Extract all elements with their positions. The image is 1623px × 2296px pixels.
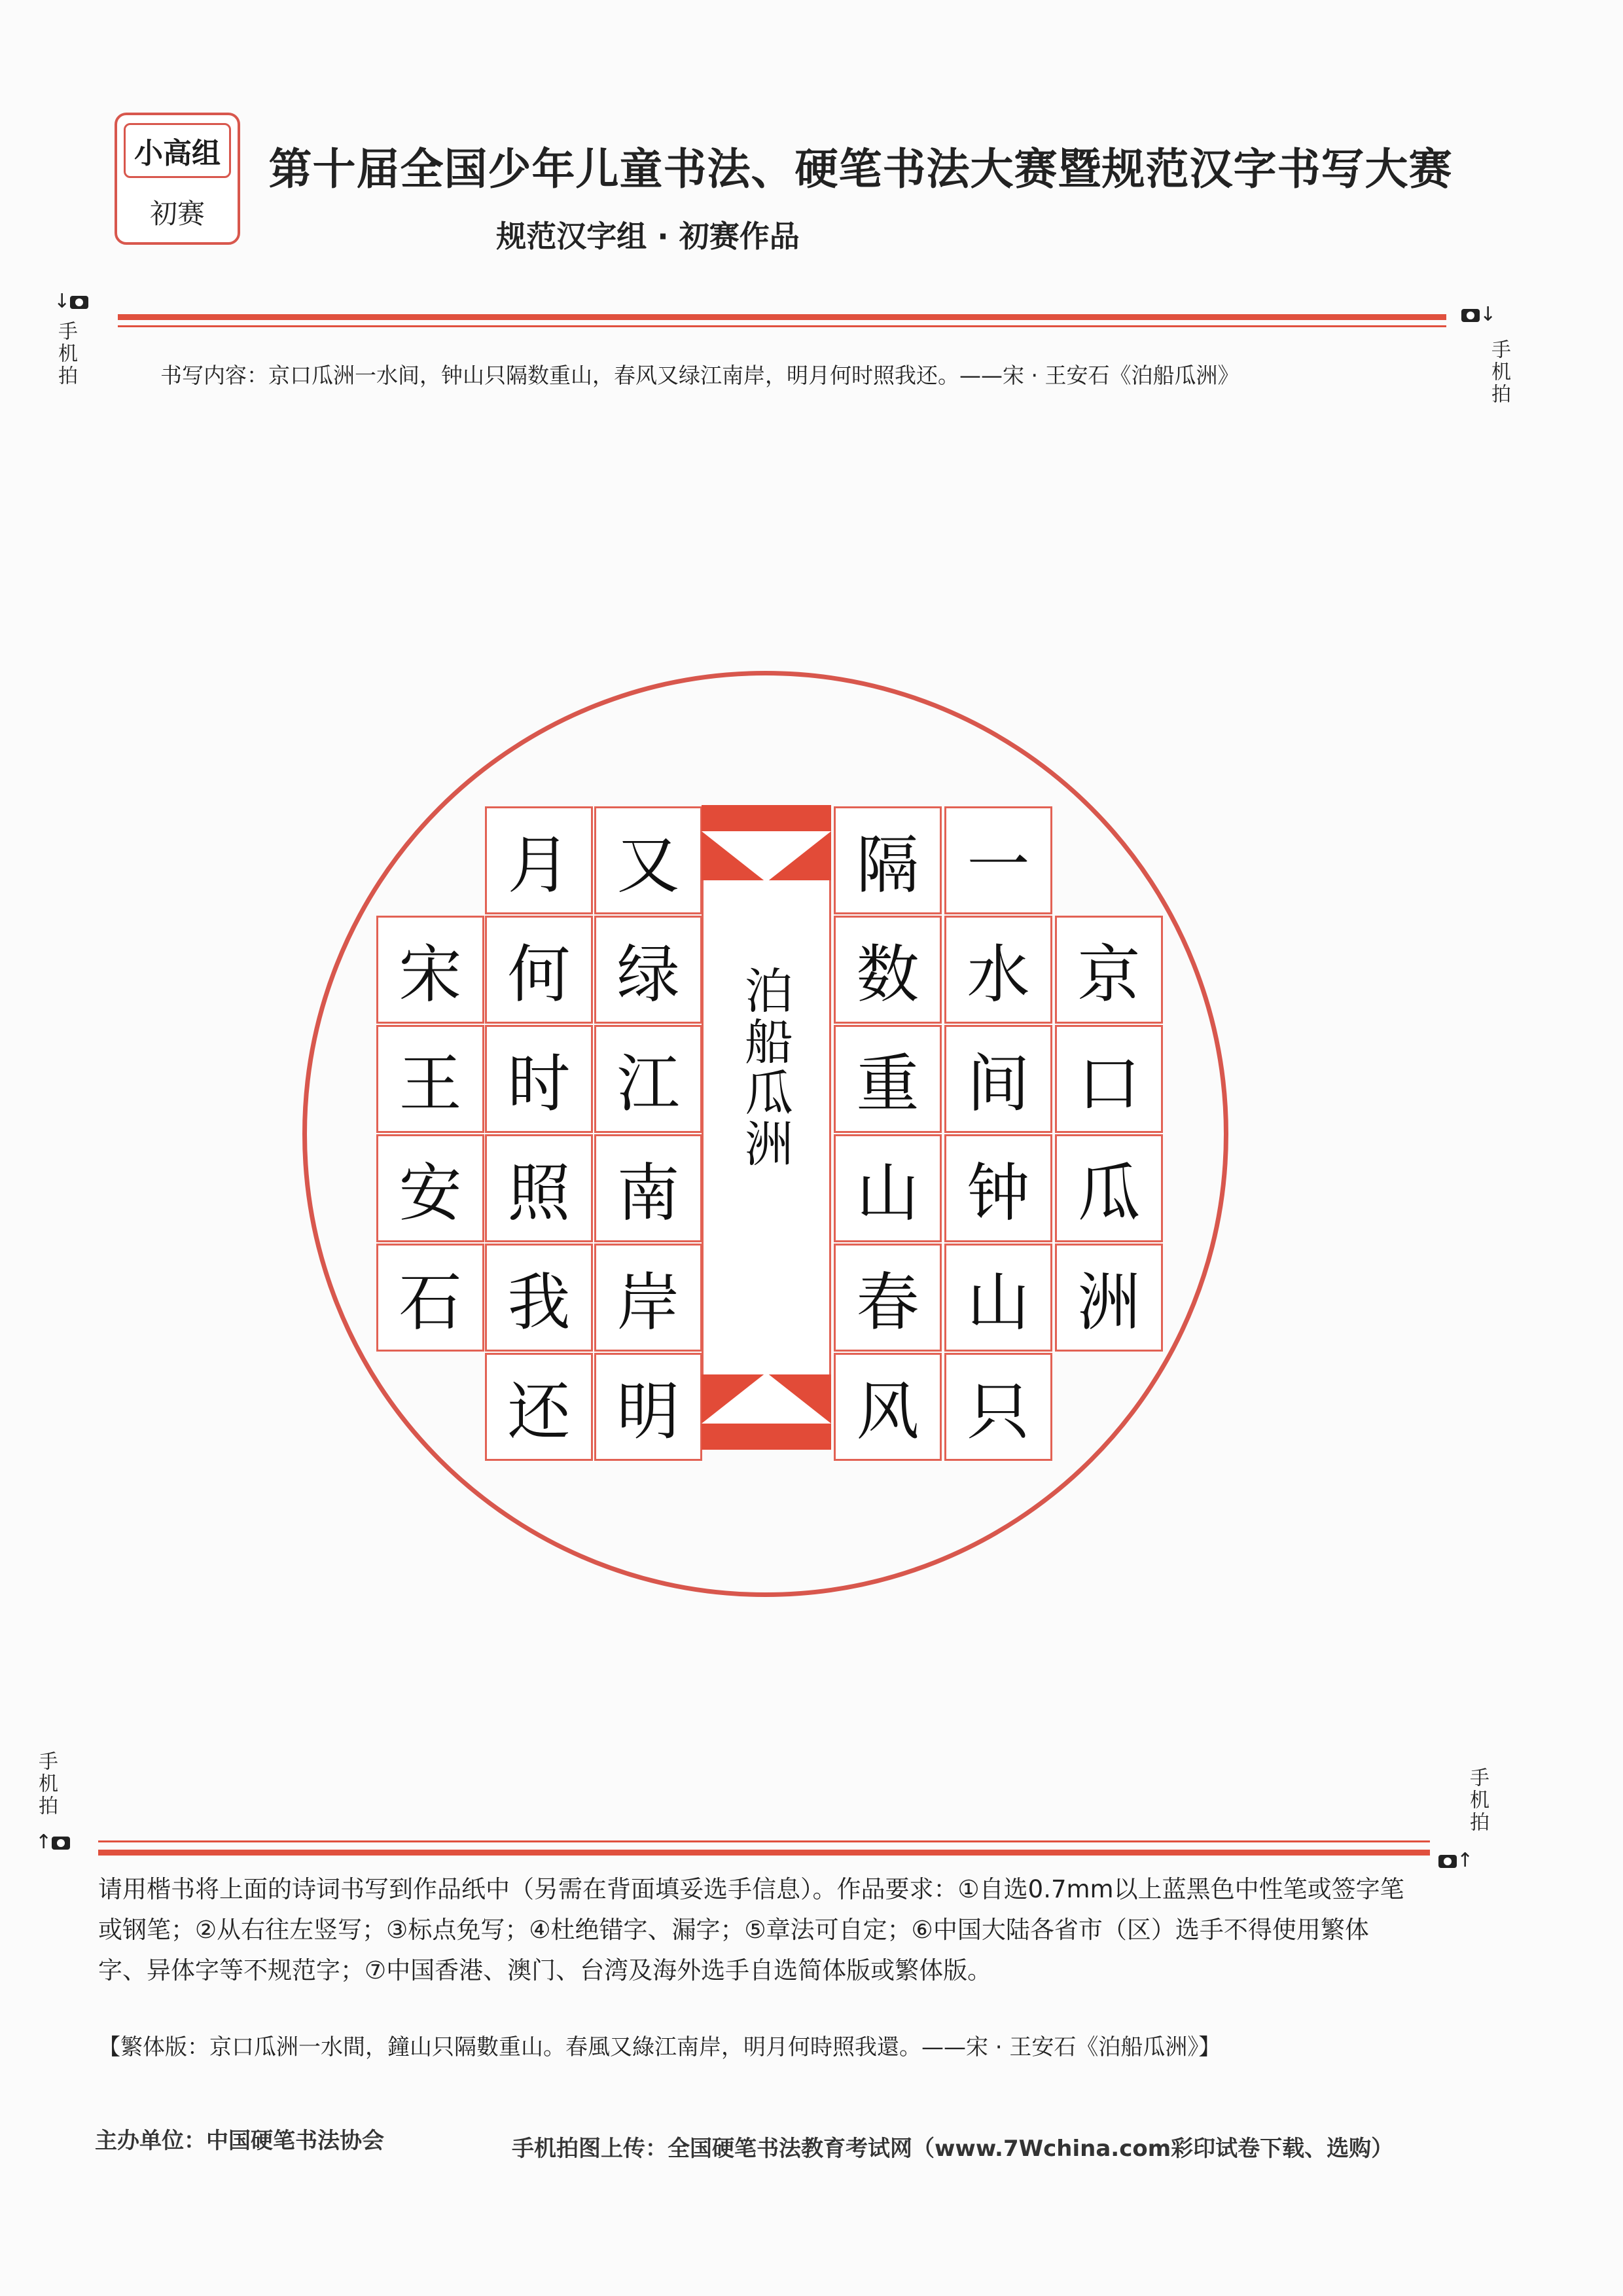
camera-icon [52, 1837, 70, 1850]
grid-cell: 山 [834, 1134, 942, 1242]
requirements-text: 请用楷书将上面的诗词书写到作品纸中（另需在背面填妥选手信息）。作品要求：①自选0.7mm以上蓝黑色中性笔或签字笔或钢笔；②从右往左竖写；③标点免写；④杜绝错字、漏字；⑤章法可自定；⑥中国大陆各省市（区）选手不得使用繁体字、异体字等不规范字；⑦中国香港、澳门、台湾及海外选手自选简体版或繁体版。 [98, 1875, 1404, 1984]
grid-cell: 又 [594, 806, 702, 914]
grid-cell: 照 [485, 1134, 593, 1242]
bottom-rule-thin [98, 1840, 1430, 1842]
photo-marker-top-left: ↓ [54, 292, 88, 312]
grid-cell: 南 [594, 1134, 702, 1242]
grid-cell: 风 [834, 1353, 942, 1461]
grid-cell: 还 [485, 1353, 593, 1461]
grid-cell: 安 [376, 1134, 484, 1242]
upload-text: 手机拍图上传：全国硬笔书法教育考试网（www.7Wchina.com彩印试卷下载、选购） [512, 2136, 1394, 2162]
grid-cell: 瓜 [1055, 1134, 1163, 1242]
photo-marker-bottom-left: ↑ [35, 1833, 70, 1852]
grid-cell: 春 [834, 1244, 942, 1352]
camera-icon [1461, 309, 1480, 322]
photo-marker-bottom-right: ↑ [1438, 1851, 1473, 1871]
traditional-version-text: 【繁体版：京口瓜洲一水間，鐘山只隔數重山。春風又綠江南岸，明月何時照我還。——宋 · 王安石《泊船瓜洲》】 [98, 2034, 1221, 2060]
grid-cell: 月 [485, 806, 593, 914]
photo-marker-top-right: ↓ [1461, 305, 1496, 325]
photo-label-top-right: 手机拍 [1488, 339, 1510, 406]
grid-cell: 山 [944, 1244, 1052, 1352]
grid-cell: 岸 [594, 1244, 702, 1352]
grid-cell: 钟 [944, 1134, 1052, 1242]
grid-cell: 京 [1055, 916, 1163, 1024]
title-band-bottom [702, 1374, 831, 1450]
grid-cell: 数 [834, 916, 942, 1024]
grid-cell: 时 [485, 1025, 593, 1133]
top-rule [118, 314, 1446, 320]
camera-icon [70, 296, 88, 309]
grid-cell: 明 [594, 1353, 702, 1461]
camera-icon [1438, 1855, 1457, 1868]
title-column [702, 805, 831, 1450]
grid-cell: 水 [944, 916, 1052, 1024]
grid-cell: 我 [485, 1244, 593, 1352]
page-title: 第十届全国少年儿童书法、硬笔书法大赛暨规范汉字书写大赛 [268, 143, 1453, 194]
group-label: 小高组 [124, 123, 231, 178]
grid-cell: 口 [1055, 1025, 1163, 1133]
grid-cell: 隔 [834, 806, 942, 914]
grid-cell: 只 [944, 1353, 1052, 1461]
grid-cell: 王 [376, 1025, 484, 1133]
grid-cell: 一 [944, 806, 1052, 914]
grid-cell: 宋 [376, 916, 484, 1024]
top-rule-thin [118, 325, 1446, 327]
round-label: 初赛 [149, 198, 205, 230]
bottom-rule [98, 1850, 1430, 1856]
title-band-top [702, 805, 831, 880]
organizer-text: 主办单位：中国硬笔书法协会 [95, 2128, 384, 2154]
photo-label-bottom-right: 手机拍 [1466, 1767, 1489, 1834]
grid-cell: 洲 [1055, 1244, 1163, 1352]
photo-label-bottom-left: 手机拍 [35, 1751, 58, 1818]
group-badge [115, 113, 240, 245]
grid-cell: 江 [594, 1025, 702, 1133]
photo-label-top-left: 手机拍 [54, 321, 77, 387]
grid-cell: 绿 [594, 916, 702, 1024]
grid-cell: 石 [376, 1244, 484, 1352]
writing-content: 书写内容：京口瓜洲一水间，钟山只隔数重山，春风又绿江南岸，明月何时照我还。——宋 · 王安石《泊船瓜洲》 [160, 363, 1240, 388]
grid-cell: 间 [944, 1025, 1052, 1133]
grid-cell: 何 [485, 916, 593, 1024]
page-subtitle: 规范汉字组 · 初赛作品 [496, 219, 800, 254]
poem-title: 泊船瓜洲 [737, 965, 793, 1170]
grid-cell: 重 [834, 1025, 942, 1133]
